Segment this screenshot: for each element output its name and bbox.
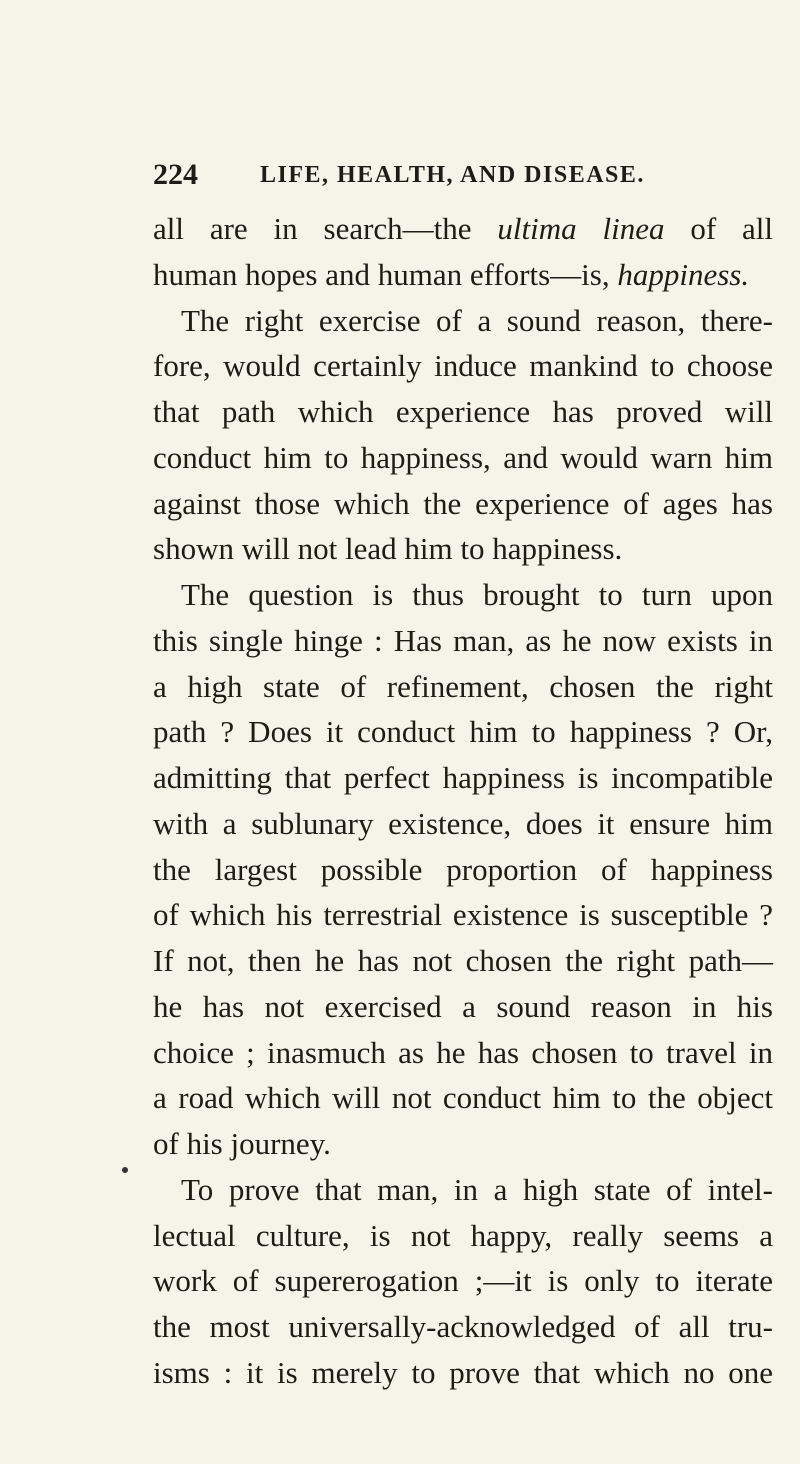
text-line: [153, 618, 773, 664]
text-run: fore, would certainly induce mankind to choose: [153, 348, 773, 384]
text-line: [153, 526, 773, 572]
text-line: [153, 435, 773, 481]
page-header: [153, 155, 773, 195]
text-line: [153, 847, 773, 893]
text-line: [153, 801, 773, 847]
text-run: lectual culture, is not happy, really seems a: [153, 1217, 773, 1253]
text-run: If not, then he has not chosen the right path—: [153, 943, 773, 978]
text-run: of his journey.: [153, 1126, 331, 1161]
text-run: he has not exercised a sound reason in his: [153, 988, 773, 1024]
text-line: [153, 298, 773, 344]
text-run: work of supererogation ;—it is only to iterate: [153, 1263, 773, 1299]
body-text: [153, 206, 773, 1396]
text-line: [153, 1121, 773, 1167]
text-run: shown will not lead him to happiness.: [153, 531, 623, 567]
text-run: that path which experience has proved will: [153, 394, 773, 429]
text-line: [153, 1213, 773, 1259]
text-run: a high state of refinement, chosen the right: [153, 668, 773, 704]
text-line: [153, 252, 773, 298]
text-run: the most universally-acknowledged of all tru-: [153, 1309, 773, 1344]
text-line: [153, 572, 773, 618]
text-line: [153, 755, 773, 801]
text-line: [153, 892, 773, 938]
text-run: To prove that man, in a high state of intel-: [181, 1171, 773, 1207]
text-run: all are in search—the: [153, 211, 498, 246]
text-run: of which his terrestrial existence is susceptible ?: [153, 897, 773, 933]
text-run: of all: [664, 211, 774, 246]
text-run: isms : it is merely to prove that which no one: [153, 1354, 773, 1390]
text-line: [153, 206, 773, 252]
text-line: [153, 343, 773, 389]
text-run: human hopes and human efforts—is,: [153, 256, 618, 292]
text-line: [153, 709, 773, 755]
text-run: The right exercise of a sound reason, there-: [181, 302, 773, 338]
text-run: conduct him to happiness, and would warn him: [153, 439, 773, 475]
text-run: path ? Does it conduct him to happiness ? Or,: [153, 714, 773, 750]
text-run: this single hinge : Has man, as he now exists in: [153, 622, 773, 658]
text-run: ultima linea: [497, 211, 665, 246]
text-line: [153, 389, 773, 435]
running-head: LIFE, HEALTH, AND DISEASE.: [260, 162, 645, 188]
text-run: choice ; inasmuch as he has chosen to travel in: [153, 1034, 773, 1070]
text-run: the largest possible proportion of happiness: [153, 851, 773, 887]
text-line: [153, 938, 773, 984]
text-line: [153, 984, 773, 1030]
text-line: [153, 1258, 773, 1304]
text-run: with a sublunary existence, does it ensure him: [153, 805, 773, 841]
text-run: The question is thus brought to turn upon: [181, 577, 773, 612]
page-number: 224: [153, 158, 198, 191]
text-run: happiness.: [617, 256, 750, 292]
text-line: [153, 1167, 773, 1213]
text-line: [153, 1030, 773, 1076]
text-line: [153, 1304, 773, 1350]
text-line: [153, 1350, 773, 1396]
text-line: [153, 481, 773, 527]
text-run: a road which will not conduct him to the object: [153, 1080, 773, 1116]
text-run: admitting that perfect happiness is incompatible: [153, 760, 773, 795]
text-run: against those which the experience of ages has: [153, 485, 773, 521]
text-line: [153, 1075, 773, 1121]
text-line: [153, 664, 773, 710]
margin-mark: [122, 1167, 128, 1173]
